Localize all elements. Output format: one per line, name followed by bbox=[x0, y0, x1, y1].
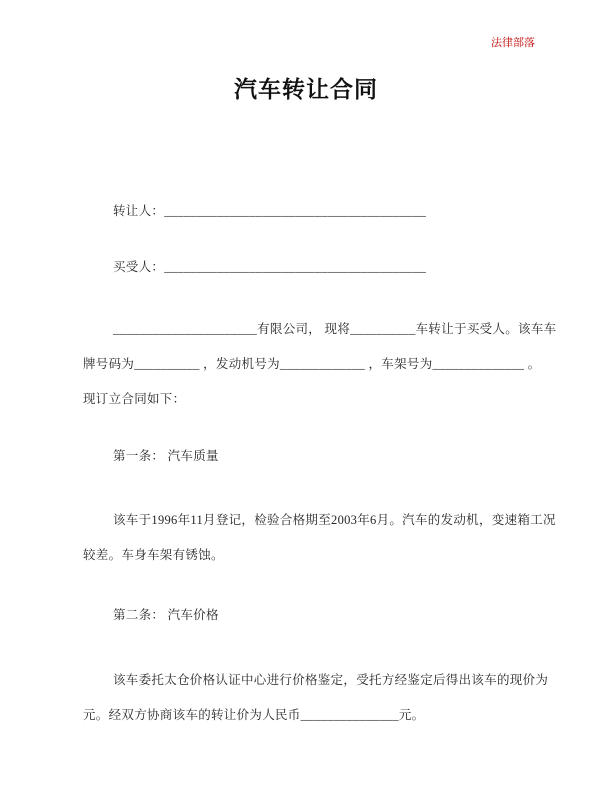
article-1-line-2: 较差。车身车架有锈蚀。 bbox=[83, 548, 224, 562]
article-2-heading: 第二条： 汽车价格 bbox=[113, 608, 219, 622]
article-1-line-1: 该车于1996年11月登记，检验合格期至2003年6月。汽车的发动机，变速箱工况 bbox=[113, 513, 556, 527]
article-2-line-1: 该车委托太仓价格认证中心进行价格鉴定，受托方经鉴定后得出该车的现价为 bbox=[113, 673, 549, 687]
intro-line-3: 现订立合同如下： bbox=[83, 392, 186, 406]
article-2-line-2: 元。经双方协商该车的转让价为人民币_______________元。 bbox=[83, 708, 425, 722]
intro-line-2: 牌号码为__________ ，发动机号为_____________ ，车架号为______________ 。 bbox=[83, 357, 541, 371]
document-title: 汽车转让合同 bbox=[234, 76, 378, 102]
transferor-line: 转让人：________________________________________ bbox=[113, 204, 427, 218]
intro-line-1: ______________________有限公司， 现将__________车转让于买受人。该车车 bbox=[113, 322, 557, 336]
buyer-line: 买受人：________________________________________ bbox=[113, 260, 427, 274]
brand-watermark: 法律部落 bbox=[491, 37, 535, 49]
article-1-heading: 第一条： 汽车质量 bbox=[113, 449, 219, 463]
